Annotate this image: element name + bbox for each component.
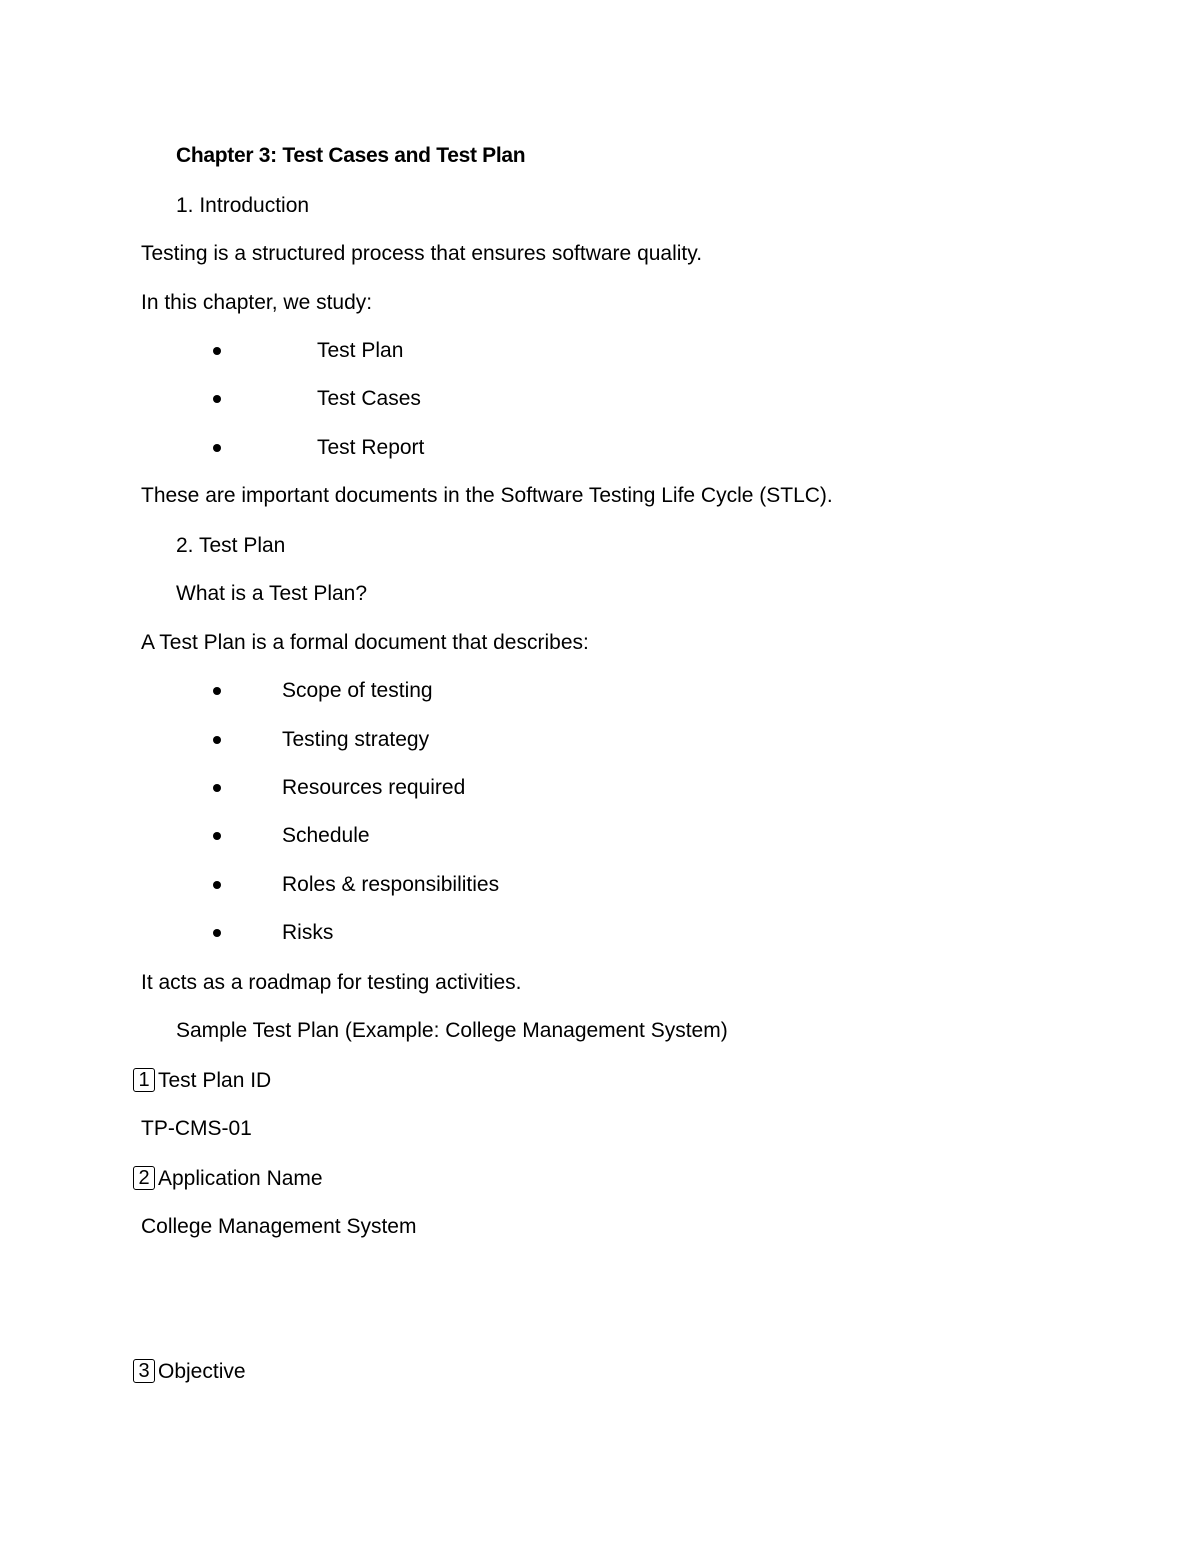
- sample-title: Sample Test Plan (Example: College Management System): [176, 1019, 728, 1042]
- field-label: Objective: [158, 1360, 246, 1383]
- bullet-icon: [213, 929, 221, 937]
- list-item: Test Report: [317, 436, 425, 459]
- bullet-icon: [213, 687, 221, 695]
- list-item: Testing strategy: [282, 728, 430, 751]
- section-heading-introduction: 1. Introduction: [176, 194, 310, 217]
- bullet-icon: [213, 395, 221, 403]
- subheading: What is a Test Plan?: [176, 582, 368, 605]
- chapter-title: Chapter 3: Test Cases and Test Plan: [176, 144, 526, 167]
- paragraph: In this chapter, we study:: [141, 291, 373, 314]
- keycap-digit-icon: 3: [133, 1359, 155, 1383]
- field-value: TP-CMS-01: [141, 1117, 252, 1140]
- section-heading-test-plan: 2. Test Plan: [176, 534, 286, 557]
- list-item: Roles & responsibilities: [282, 873, 500, 896]
- bullet-icon: [213, 784, 221, 792]
- bullet-icon: [213, 832, 221, 840]
- keycap-digit-icon: 1: [133, 1068, 155, 1092]
- bullet-icon: [213, 736, 221, 744]
- paragraph: A Test Plan is a formal document that describes:: [141, 631, 589, 654]
- paragraph: Testing is a structured process that ensures software quality.: [141, 242, 703, 265]
- bullet-icon: [213, 347, 221, 355]
- field-label: Application Name: [158, 1167, 323, 1190]
- paragraph: It acts as a roadmap for testing activities.: [141, 971, 522, 994]
- field-label: Test Plan ID: [158, 1069, 272, 1092]
- list-item: Schedule: [282, 824, 370, 847]
- list-item: Scope of testing: [282, 679, 433, 702]
- keycap-digit-icon: 2: [133, 1166, 155, 1190]
- bullet-icon: [213, 881, 221, 889]
- list-item: Test Plan: [317, 339, 404, 362]
- bullet-icon: [213, 444, 221, 452]
- list-item: Test Cases: [317, 387, 421, 410]
- list-item: Risks: [282, 921, 334, 944]
- list-item: Resources required: [282, 776, 466, 799]
- paragraph: These are important documents in the Software Testing Life Cycle (STLC).: [141, 484, 833, 507]
- field-value: College Management System: [141, 1215, 417, 1238]
